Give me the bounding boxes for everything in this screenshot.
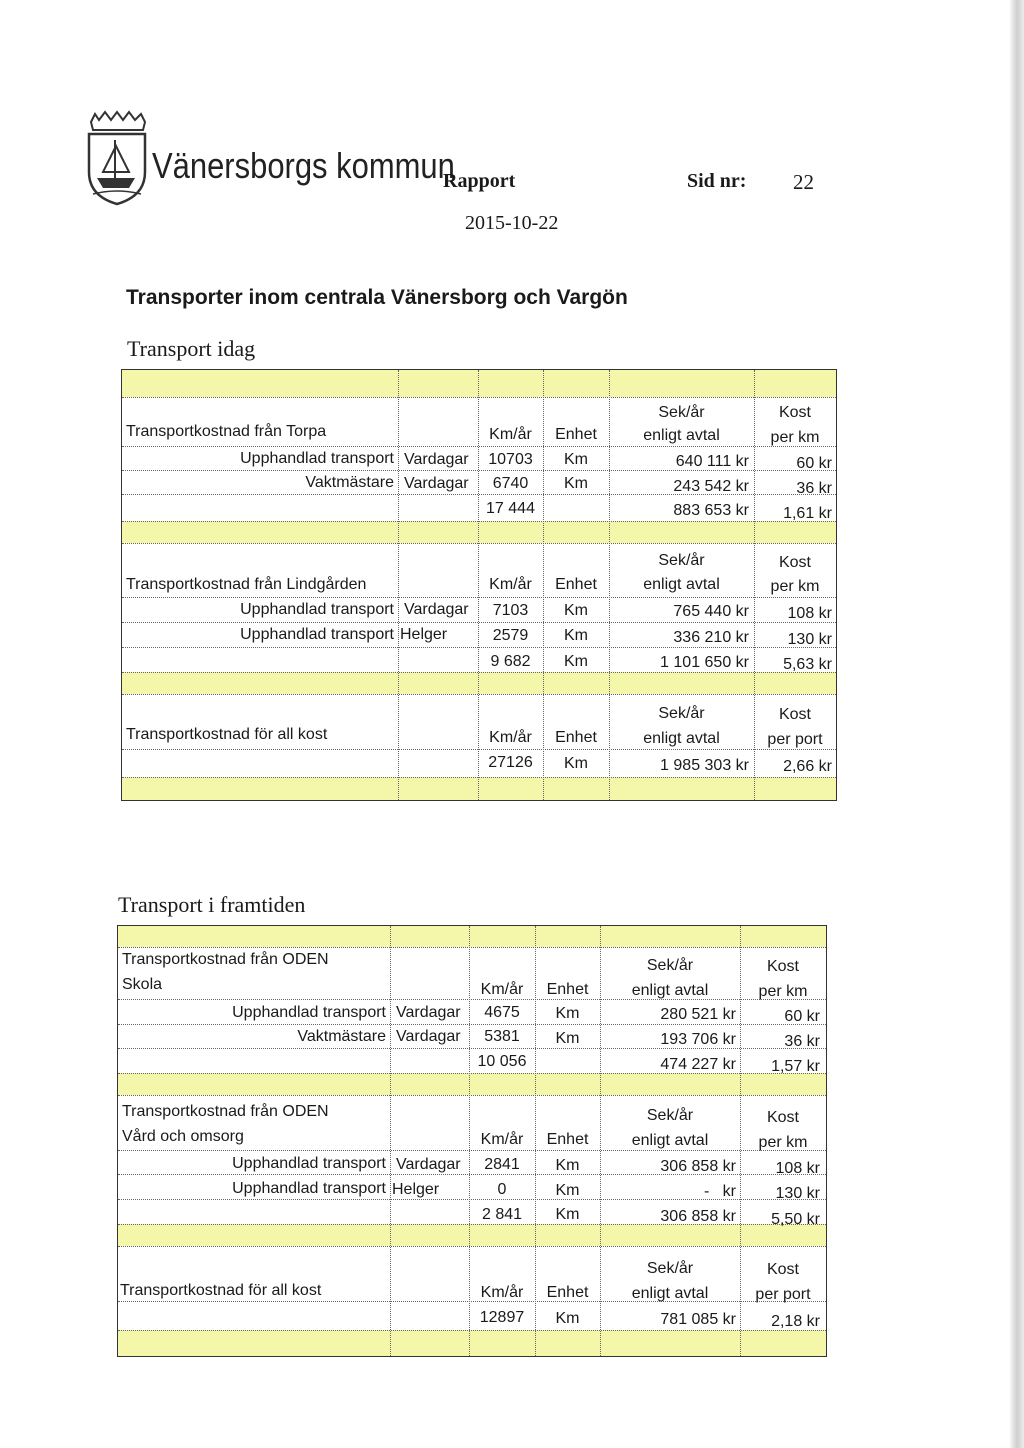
- col-unit: Enhet: [555, 576, 597, 593]
- col-kost-2: per km: [770, 578, 820, 595]
- band: [122, 777, 836, 800]
- col-kost-1: Kost: [778, 554, 811, 571]
- section-label-lindgarden: Transportkostnad från Lindgården: [126, 576, 367, 593]
- band: [118, 1073, 826, 1095]
- section-sublabel-skola: Skola: [122, 976, 163, 993]
- col-km: Km/år: [480, 1131, 524, 1148]
- col-sek-2: enligt avtal: [631, 1132, 709, 1149]
- section-label-oden-vard: Transportkostnad från ODEN: [122, 1103, 329, 1120]
- col-kost-1: Kost: [766, 1261, 799, 1278]
- table-today: Transportkostnad från Torpa Km/år Enhet Sek/år enligt avtal Kost per km Upphandlad transport Vardagar 10703 Km 640 111 kr 60 kr Vaktmästare Vardagar 6740 Km 243 542 kr 36 kr 17 444 883 653 kr 1,61 kr Transportkostnad från Lindgården Km/år Enhet Sek/år enligt avtal Kost per km Upphandlad transport Vardagar 7103 Km 765 440 kr 108 kr Upphandlad transport Helger 2579 Km 336 210 kr 130 kr 9 682 Km 1 101 650 kr 5,63 kr Transportkostnad för all kost Km/år Enhet Sek/år enligt avtal Kost per port 27126 Km 1 985 303 kr 2,66 kr: [121, 369, 837, 801]
- section-label-all: Transportkostnad för all kost: [126, 726, 328, 743]
- band: [122, 521, 836, 543]
- col-sek-1: Sek/år: [658, 705, 705, 722]
- col-sek-1: Sek/år: [658, 552, 705, 569]
- col-sek-2: enligt avtal: [631, 1285, 709, 1302]
- col-kost-2: per port: [755, 1286, 811, 1303]
- col-km: Km/år: [489, 576, 532, 593]
- band: [122, 672, 836, 694]
- page-edge: [1010, 0, 1024, 1448]
- band: [118, 926, 826, 947]
- col-unit: Enhet: [555, 729, 597, 746]
- band: [118, 1224, 826, 1246]
- col-sek-1: Sek/år: [658, 404, 705, 421]
- col-kost-2: per km: [758, 983, 808, 1000]
- report-date: 2015-10-22: [465, 212, 559, 234]
- col-km: Km/år: [480, 1284, 524, 1301]
- col-kost-2: per km: [770, 429, 820, 446]
- col-kost-2: per port: [767, 731, 823, 748]
- section-title-future: Transport i framtiden: [118, 892, 306, 917]
- col-kost-1: Kost: [778, 404, 811, 421]
- col-sek-1: Sek/år: [646, 1260, 694, 1277]
- section-label-torpa: Transportkostnad från Torpa: [126, 423, 327, 440]
- page-number-label: Sid nr:: [687, 170, 747, 192]
- col-km: Km/år: [480, 981, 524, 998]
- col-km: Km/år: [489, 426, 532, 443]
- col-unit: Enhet: [555, 426, 597, 443]
- col-kost-1: Kost: [778, 706, 811, 723]
- report-label: Rapport: [443, 170, 516, 192]
- col-sek-1: Sek/år: [646, 957, 694, 974]
- col-kost-1: Kost: [766, 1109, 799, 1126]
- col-unit: Enhet: [546, 981, 589, 998]
- page-heading: Transporter inom centrala Vänersborg och Vargön: [126, 286, 628, 309]
- org-name: Vänersborgs kommun: [152, 145, 455, 186]
- section-label-oden-skola: Transportkostnad från ODEN: [122, 951, 329, 968]
- band: [122, 370, 836, 397]
- col-unit: Enhet: [546, 1284, 589, 1301]
- table-future: Transportkostnad från ODEN Skola Km/år Enhet Sek/år enligt avtal Kost per km Upphandlad transport Vardagar 4675 Km 280 521 kr 60 kr Vaktmästare Vardagar 5381 Km 193 706 kr 36 kr 10 056 474 227 kr 1,57 kr Transportkostnad från ODEN Vård och omsorg Km/år Enhet Sek/år enligt avtal Kost per km Upphandlad transport Vardagar 2841 Km 306 858 kr 108 kr Upphandlad transport Helger 0 Km - kr 130 kr 2 841 Km 306 858 kr 5,50 kr Transportkostnad för all kost Km/år Enhet Sek/år enligt avtal Kost per port 12897 Km 781 085 kr 2,18 kr: [117, 925, 827, 1357]
- coat-of-arms-logo: [83, 110, 149, 206]
- col-kost-2: per km: [758, 1134, 808, 1151]
- section-sublabel-vard: Vård och omsorg: [122, 1128, 244, 1145]
- band: [118, 1330, 826, 1356]
- col-sek-2: enligt avtal: [643, 427, 720, 444]
- section-label-all: Transportkostnad för all kost: [120, 1282, 322, 1299]
- col-kost-1: Kost: [766, 958, 799, 975]
- col-sek-2: enligt avtal: [643, 576, 720, 593]
- col-sek-1: Sek/år: [646, 1107, 694, 1124]
- section-title-today: Transport idag: [127, 336, 256, 361]
- col-sek-2: enligt avtal: [643, 730, 720, 747]
- col-sek-2: enligt avtal: [631, 982, 709, 999]
- col-unit: Enhet: [546, 1131, 589, 1148]
- page-number: 22: [793, 170, 814, 194]
- col-km: Km/år: [489, 729, 532, 746]
